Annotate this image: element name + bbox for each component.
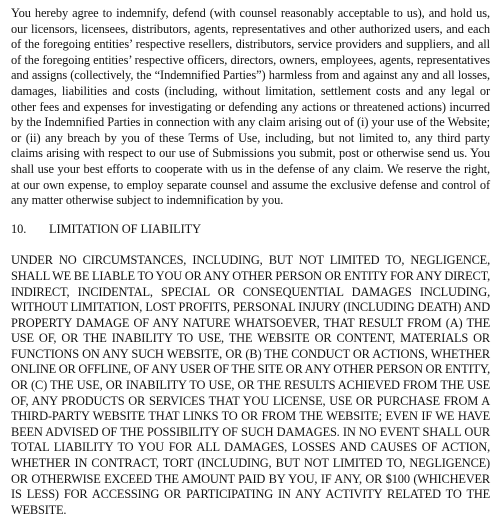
limitation-of-liability-paragraph: UNDER NO CIRCUMSTANCES, INCLUDING, BUT NOT LIMITED TO, NEGLIGENCE, SHALL WE BE LIABLE TO YOU OR ANY OTHER PERSON OR ENTITY FOR ANY DIRECT, INDIRECT, INCIDENTAL, SPECIAL OR CONSEQUENTIAL DAMAGES INCLUDING, WITHOUT LIMITATION, LOST PROFITS, PERSONAL INJURY (INCLUDING DEATH) AND PROPERTY DAMAGE OF ANY NATURE WHATSOEVER, THAT RESULT FROM (A) THE USE OF, OR THE INABILITY TO USE, THE WEBSITE OR CONTENT, MATERIALS OR FUNCTIONS ON ANY SUCH WEBSITE, OR (B) THE CONDUCT OR ACTIONS, WHETHER ONLINE OR OFFLINE, OF ANY USER OF THE SITE OR ANY OTHER PERSON OR ENTITY, OR (C) THE USE, OR INABILITY TO USE, OR THE RESULTS ACHIEVED FROM THE USE OF, ANY PRODUCTS OR SERVICES THAT YOU LICENSE, USE OR PURCHASE FROM A THIRD-PARTY WEBSITE THAT LINKS TO OR FROM THE WEBSITE; EVEN IF WE HAVE BEEN ADVISED OF THE POSSIBILITY OF SUCH DAMAGES. IN NO EVENT SHALL OUR TOTAL LIABILITY TO YOU FOR ALL DAMAGES, LOSSES AND CAUSES OF ACTION, WHETHER IN CONTRACT, TORT (INCLUDING, BUT NOT LIMITED TO, NEGLIGENCE) OR OTHERWISE EXCEED THE AMOUNT PAID BY YOU, IF ANY, OR $100 (WHICHEVER IS LESS) FOR ACCESSING OR PARTICIPATING IN ANY ACTIVITY RELATED TO THE WEBSITE. [11, 253, 490, 517]
section-heading-limitation-of-liability [11, 222, 490, 238]
section-title: LIMITATION OF LIABILITY [49, 221, 202, 236]
indemnification-paragraph: You hereby agree to indemnify, defend (with counsel reasonably acceptable to us), and hold us, our licensors, licensees, distributors, agents, representatives and other authorized users, and each of the foregoing entities’ respective resellers, distributors, service providers and suppliers, and all of the foregoing entities’ respective officers, directors, owners, employees, agents, representatives and assigns (collectively, the “Indemnified Parties”) harmless from and against any and all losses, damages, liabilities and costs (including, without limitation, settlement costs and any legal or other fees and expenses for investigating or defending any actions or threatened actions) incurred by the Indemnified Parties in connection with any claim arising out of (i) your use of the Website; or (ii) any breach by you of these Terms of Use, including, but not limited to, any third party claims arising with respect to our use of Submissions you submit, post or otherwise send us. You shall use your best efforts to cooperate with us in the defense of any claim. We reserve the right, at our own expense, to employ separate counsel and assume the exclusive defense and control of any matter otherwise subject to indemnification by you. [11, 6, 490, 208]
section-number: 10. [11, 221, 27, 236]
